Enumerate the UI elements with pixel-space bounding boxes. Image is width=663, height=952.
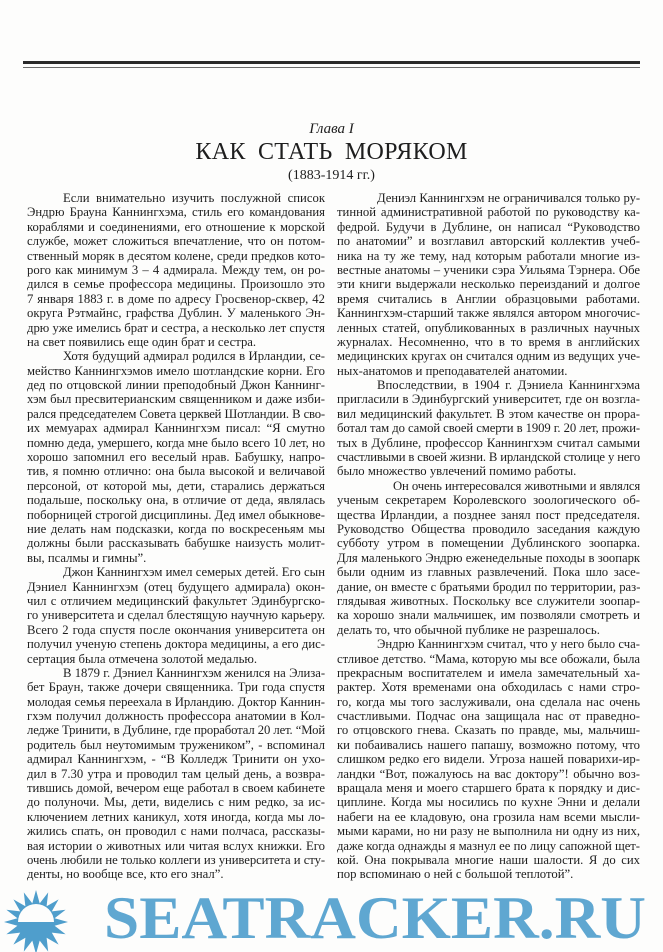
watermark-text: SEATRACKER.RU (104, 885, 646, 951)
text-line: ученым секретарем Королевского зоологического об- (337, 493, 640, 508)
text-line: время считались в Англии образцовыми работами. (337, 291, 640, 306)
text-line: тив, я помню отлично: она была высокой и величавой (27, 464, 325, 479)
sunburst-inner-arc (18, 904, 54, 922)
text-line: счастливыми в своей жизни. В ирландской столице у него (337, 450, 640, 465)
text-line: циплине. Когда мы носились по кухне Энни и делали (337, 795, 640, 810)
text-column-right (337, 191, 640, 882)
text-line: делать то, что обычной публике не разрешалось. (337, 622, 600, 637)
text-line: Если внимательно изучить послужной список (63, 191, 325, 205)
text-line: родитель был неутомимым тружеником”, - вспоминал (27, 737, 325, 752)
text-line: прекрасным воспитателем и имела замечательный ха- (337, 665, 640, 680)
text-line: счастливыми. Подчас она защищала нас от праведно- (337, 709, 640, 724)
text-line: го, когда мы того заслуживали, она сделала нас очень (337, 694, 640, 709)
text-line: пор вспоминаю о ней с большой теплотой”. (337, 867, 574, 882)
text-line: молодая семья переехала в Ирландию. Доктор Каннин- (27, 694, 325, 709)
header-rule-thin (23, 67, 640, 68)
chapter-dates: (1883-1914 гг.) (288, 168, 375, 183)
text-line: округа Рэтмайнс, графства Дублин. У маленького Эн- (27, 306, 325, 321)
text-line: ника на ту же тему, над которым работали многие из- (337, 248, 640, 263)
header-rule-thick (23, 61, 640, 64)
text-line: медицинских кругах он считался одним из ведущих уче- (337, 349, 640, 364)
chapter-title: КАК СТАТЬ МОРЯКОМ (195, 139, 468, 165)
text-line: должны были рассказывать бабушке наизусть молит- (27, 536, 325, 551)
text-line: очень любили не только коллеги из университета и сту- (27, 852, 325, 867)
text-line: бет Браун, также дочери священника. Три года спустя (27, 680, 325, 695)
chapter-label: Глава I (309, 121, 354, 137)
text-line: Эндрю Брауна Каннингхэма, стиль его командования (27, 205, 325, 220)
text-line: по анатомии” и возглавил авторский коллектив учеб- (337, 234, 640, 249)
text-line: глядывая животных. Поскольку все служители зоопар- (337, 593, 640, 608)
text-line: вил медицинский факультет. В этом качестве он прора- (337, 406, 640, 421)
text-line: ки побаивались нашего папашу, возможно потому, что (337, 737, 640, 752)
text-line: вая истории о животных или читая вслух книжки. Его (27, 838, 325, 853)
text-line: ботал там до самой своей смерти в 1909 г. 20 лет, прожи- (337, 421, 640, 436)
text-line: рался председателем Совета церквей Шотландии. В сво- (27, 406, 325, 421)
text-line: Дэниел Каннингхэм (отец будущего адмирала) окон- (27, 579, 325, 594)
text-line: тившись домой, вечером еще работал в своем кабинете (27, 781, 325, 796)
text-line: даже когда однажды я мазнул ее по лицу сапожной щет- (337, 838, 640, 853)
sunburst-star (4, 890, 68, 952)
text-line: ландки “Вот, пожалуюсь на вас доктору”! обычно воз- (337, 766, 640, 781)
paragraph (27, 191, 325, 349)
text-line: эти книги выдержали несколько переизданий и долгое (337, 277, 640, 292)
watermark (0, 884, 663, 952)
text-line: чил с отличием медицинский факультет Эдинбургско- (27, 593, 325, 608)
text-line: получил ученую степень доктора медицины, а его дис- (27, 637, 325, 652)
text-line: стливое детство. “Мама, которую мы все обожали, была (337, 651, 640, 666)
text-line: Руководство Общества проводило заседания каждую (337, 521, 640, 536)
text-line: ка хорошо знали мальчишек, им позволяли смотреть и (337, 608, 640, 623)
text-line: Для маленького Эндрю еженедельные походы в зоопарк (337, 550, 640, 565)
text-line: Хотя будущий адмирал родился в Ирландии, се- (63, 349, 325, 364)
text-line: дрю уже имелись брат и сестра, а несколько лет спустя (27, 320, 325, 335)
paragraph (337, 378, 640, 479)
text-line: рого как минимум 3 – 4 адмирала. Между тем, он ро- (27, 262, 325, 277)
text-line: вращала меня и моего старшего брата к порядку и дис- (337, 781, 640, 796)
text-line: журналах. Несомненно, что в то время в английских (337, 334, 640, 349)
text-line: федрой. Будучи в Дублине, он написал “Руководство (337, 219, 640, 234)
text-line: службе, может сложиться впечатление, что он потом- (27, 234, 325, 249)
text-line: дился в семье профессора медицины. Произошло это (27, 277, 325, 292)
text-line: тинной административной работой по руководству ка- (337, 205, 640, 220)
text-line: подальше, поскольку она, в отличие от деда, являлась (27, 493, 325, 508)
text-line: го университета и сделал блестящую научную карьеру. (27, 608, 325, 623)
text-line: пригласили в Эдинбургский университет, где он возгла- (337, 392, 640, 407)
text-line: Дениэл Каннингхэм не ограничивался только ру- (377, 191, 640, 205)
text-line: кой. Она покрывала многие наши шалости. Я до сих (337, 852, 640, 867)
text-line: Каннингхэм-старший также являлся автором многочис- (337, 306, 640, 321)
text-line: дание, он вместе с братьями бродил по территории, раз- (337, 579, 641, 594)
text-line: субботу утром в помещении Дублинского зоопарка. (337, 536, 640, 551)
text-line: персоной, от которой мы, дети, старались держаться (27, 478, 325, 493)
paragraph (27, 666, 325, 882)
text-column-left (27, 191, 325, 882)
text-line: дед по отцовской линии преподобный Джон Каннинг- (27, 378, 325, 393)
text-line: щества Ирландии, а позднее занял пост председателя. (337, 507, 640, 522)
text-line: мейство Каннингхэмов имело шотландские корни. Его (27, 363, 325, 378)
text-line: денты, но вообще все, кто его знал”. (27, 867, 224, 882)
text-line: тых в Дублине, профессор Каннингхэм считал самыми (337, 435, 640, 450)
paragraph (337, 479, 640, 637)
text-line: Джон Каннингхэм имел семерых детей. Его сын (63, 565, 325, 580)
text-line: ственный моряк в десятом колене, среди предков кото- (27, 248, 325, 263)
text-line: Всего 2 года спустя после окончания университета он (27, 622, 325, 637)
text-line: Эндрю Каннингхэм считал, что у него было сча- (377, 637, 640, 652)
text-line: Впоследствии, в 1904 г. Дэниела Каннингхэма (377, 378, 640, 393)
sunburst-logo-icon (4, 890, 68, 952)
text-line: мыми карами, но ни разу не выполнила ни одну из них, (337, 824, 640, 839)
text-line: вы, псалмы и гимны”. (27, 550, 147, 565)
text-line: В 1879 г. Дэниел Каннингхэм женился на Элиза- (63, 665, 325, 680)
text-line: го отцовского гнева. Сказать по правде, мы, мальчиш- (337, 723, 640, 738)
text-line: рактер. Хотя временами она обходилась с нами стро- (337, 680, 640, 695)
text-line: на свет появились еще один брат и сестра. (27, 334, 257, 349)
text-line: ных-анатомов и преподавателей анатомии. (337, 363, 568, 378)
text-line: было множество увлечений помимо работы. (337, 464, 577, 479)
text-line: хэм был пресвитерианским священником и даже изби- (27, 392, 325, 407)
text-line: ключением летних каникул, хотя иногда, когда мы ло- (27, 809, 325, 824)
paragraph (337, 637, 640, 882)
text-line: кораблями и соединениями, его отношение к морской (27, 219, 325, 234)
text-line: хорошо запомнил его веселый нрав. Бабушку, напро- (27, 450, 325, 465)
text-line: были одним из главных развлечений. Пока шло засе- (337, 565, 640, 580)
paragraph (337, 191, 640, 378)
text-line: дил в 7.30 утра и проводил там целый день, а возвра- (27, 766, 325, 781)
text-line: слишком редко его видели. Угроза нашей поварихи-ир- (337, 752, 640, 767)
text-line: гхэм получил должность профессора анатомии в Кол- (27, 709, 325, 724)
text-line: вестные анатомы – ученики сэра Уильяма Тэрнера. Обе (337, 262, 640, 277)
text-line: помню деда, умершего, когда мне было всего 10 лет, но (27, 435, 325, 450)
paragraph (27, 349, 325, 565)
text-line: их мемуарах адмирал Каннингхэм писал: “Я смутно (27, 421, 325, 436)
text-line: Он очень интересовался животными и являлся (393, 478, 640, 493)
text-line: поборницей строгой дисциплины. Дед имел обыкнове- (27, 507, 325, 522)
text-line: ледже Тринити, в Дублине, где проработал 20 лет. “Мой (27, 723, 325, 738)
text-line: до полуночи. Мы, дети, виделись с ним редко, за ис- (27, 795, 325, 810)
text-line: набеги на ее кладовую, она грозила нам всеми мысли- (337, 809, 640, 824)
text-line: сертация была отмечена золотой медалью. (27, 651, 258, 666)
paragraph (27, 565, 325, 666)
text-line: адмирал Каннингхэм, - “В Колледж Тринити он ухо- (27, 752, 325, 767)
text-line: жились спать, он проводил с нами полчаса, рассказы- (27, 824, 325, 839)
text-line: 7 января 1883 г. в доме по адресу Гросвенор-сквер, 42 (27, 291, 325, 306)
text-line: ленных статей, опубликованных в различных научных (337, 320, 640, 335)
text-line: ние делать нам подсказки, когда по воскресеньям мы (27, 521, 325, 536)
